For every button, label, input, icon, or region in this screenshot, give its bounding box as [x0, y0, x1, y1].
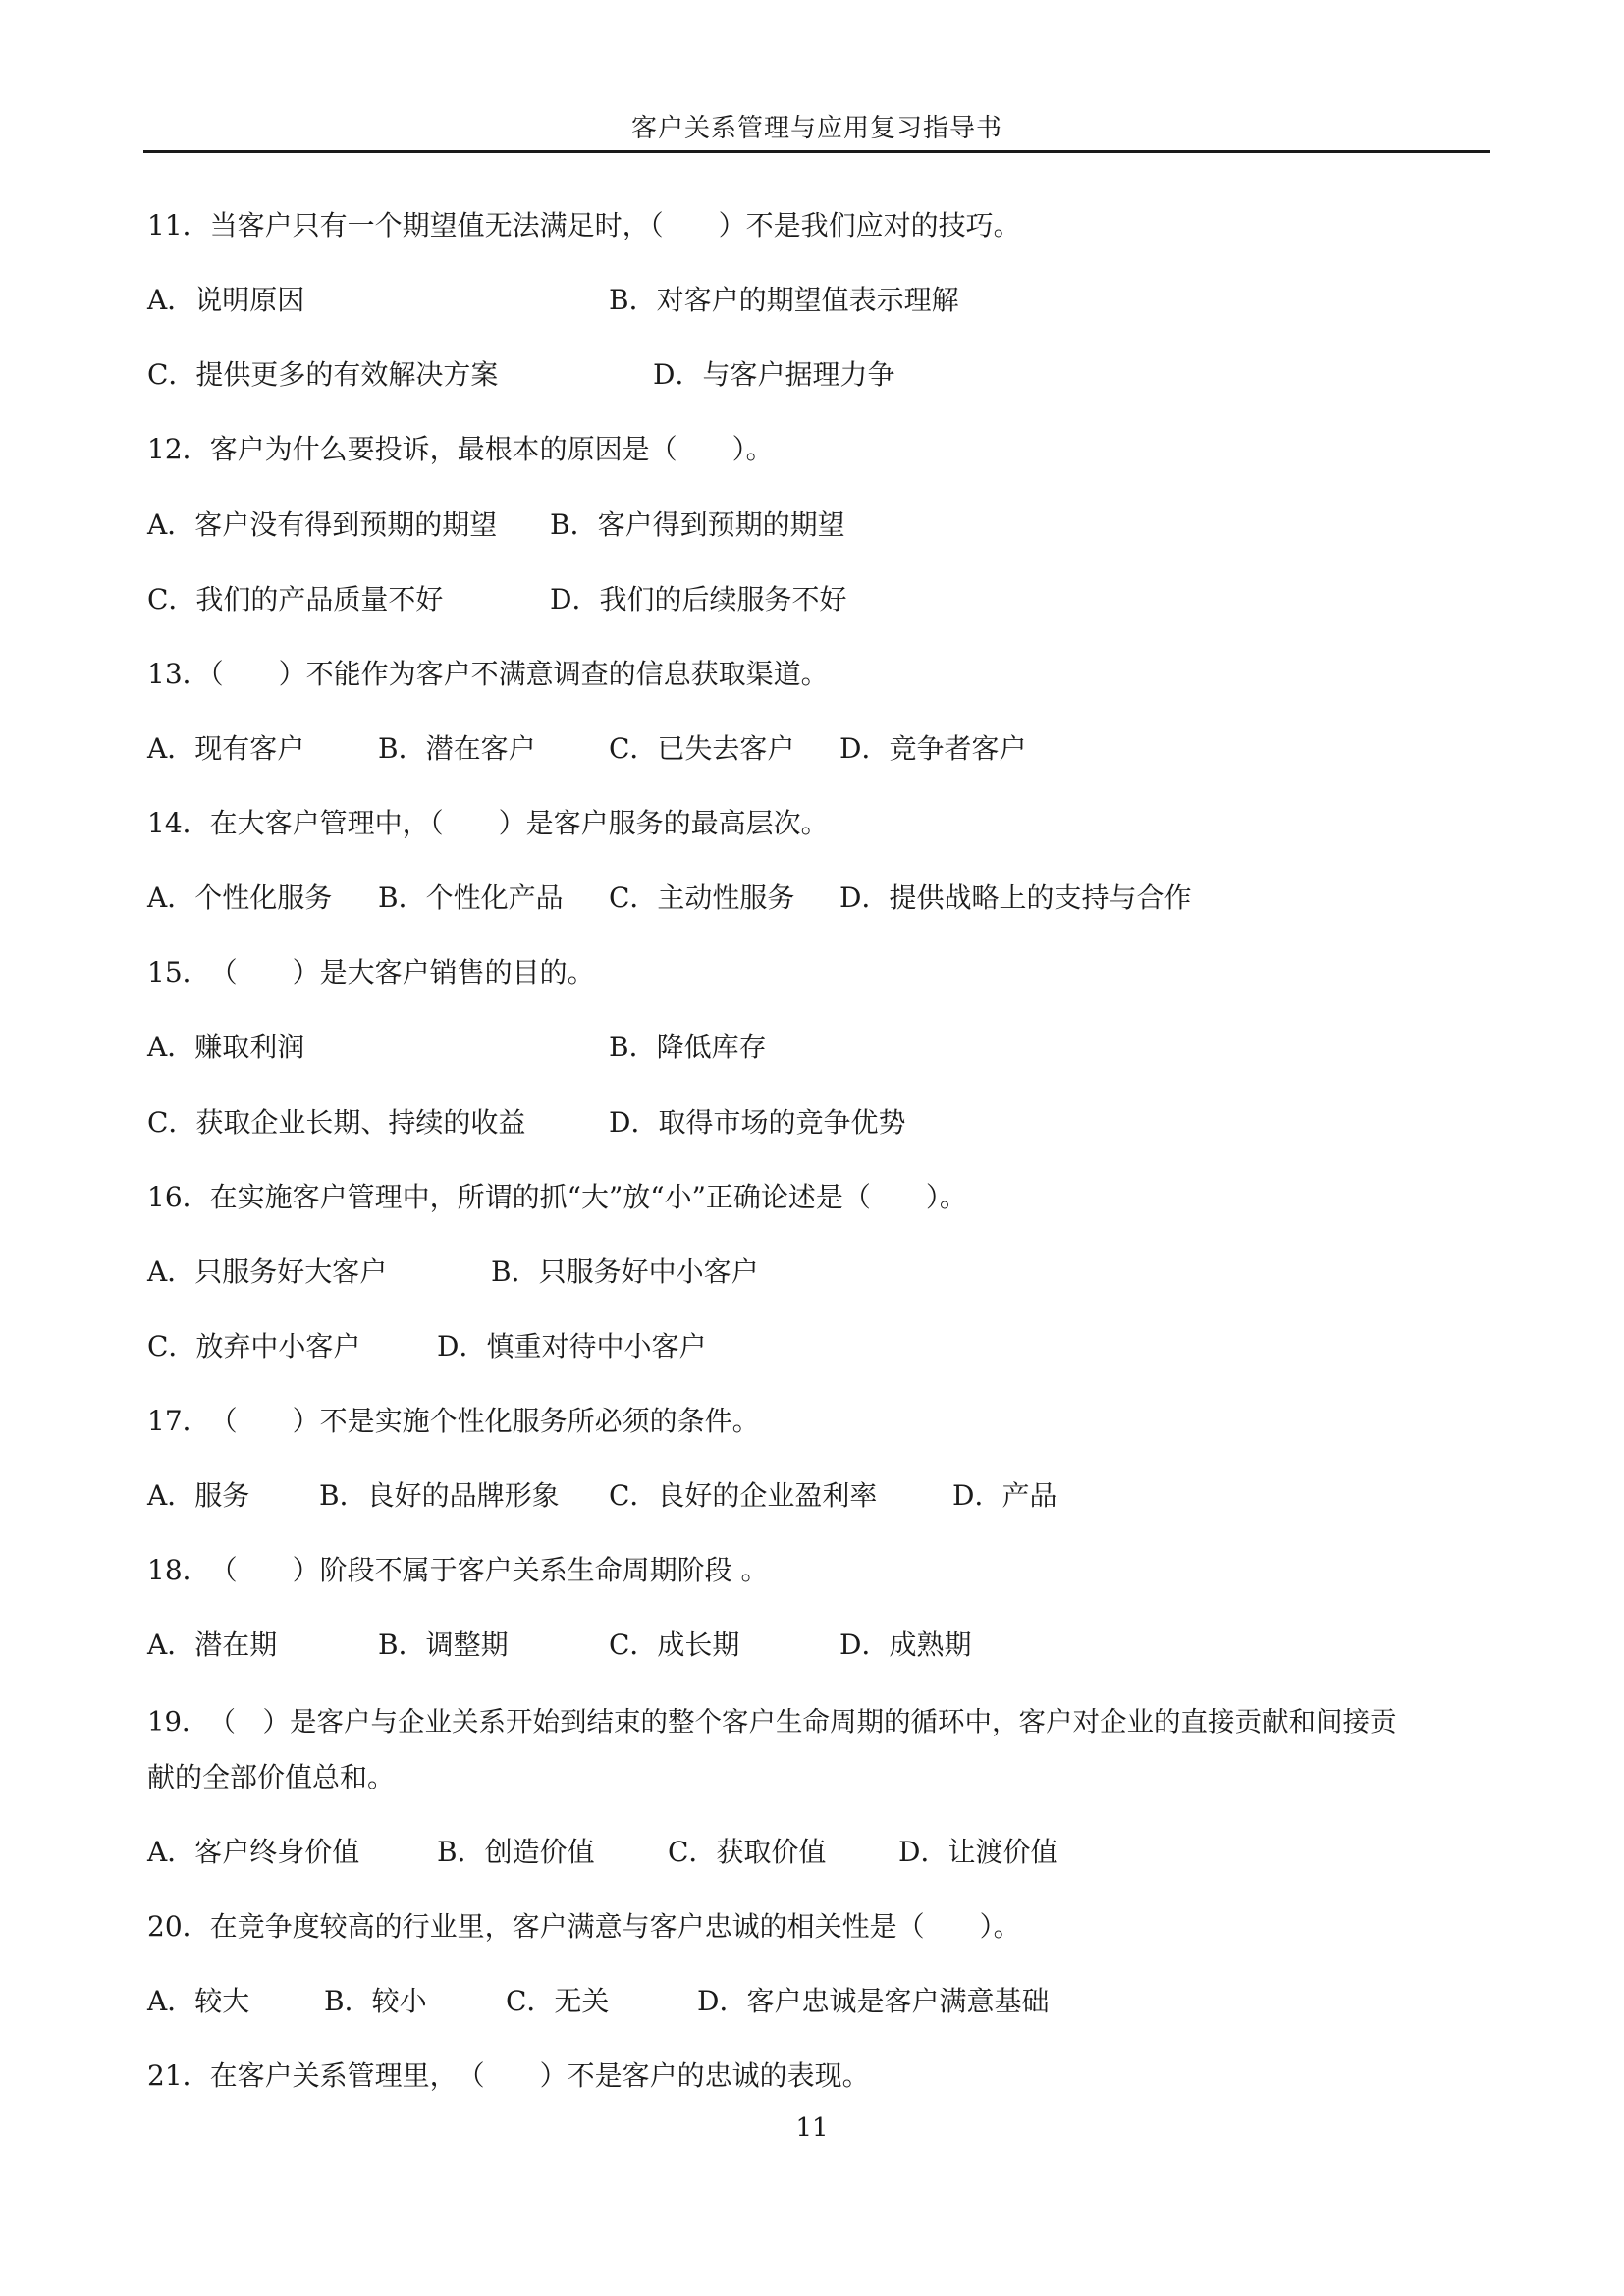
question-12-option-b: B．客户得到预期的期望	[550, 508, 845, 541]
question-17-option-a: A．服务	[147, 1479, 250, 1512]
question-15-option-c: C．获取企业长期、持续的收益	[147, 1106, 526, 1139]
question-14-option-d: D．提供战略上的支持与合作	[839, 881, 1192, 914]
question-17-option-c: C．良好的企业盈利率	[609, 1479, 878, 1512]
question-16-option-b: B．只服务好中小客户	[491, 1255, 759, 1288]
question-14-option-a: A．个性化服务	[147, 881, 333, 914]
question-20-option-b: B．较小	[324, 1985, 427, 2017]
question-16-option-c: C．放弃中小客户	[147, 1330, 361, 1362]
question-20-option-a: A．较大	[147, 1985, 250, 2017]
question-17-stem: 17． （ ）不是实施个性化服务所必须的条件。	[147, 1405, 760, 1437]
question-18-option-c: C．成长期	[609, 1629, 740, 1661]
question-11-stem: 11．当客户只有一个期望值无法满足时，（ ）不是我们应对的技巧。	[147, 209, 1021, 241]
question-19-stem-line1: 19． （ ）是客户与企业关系开始到结束的整个客户生命周期的循环中，客户对企业的直接贡献和间接贡	[147, 1706, 1397, 1737]
question-17-option-d: D．产品	[952, 1479, 1057, 1512]
question-12-option-d: D．我们的后续服务不好	[550, 583, 847, 615]
question-15-option-b: B．降低库存	[609, 1031, 767, 1063]
question-19-option-d: D．让渡价值	[898, 1836, 1058, 1868]
question-21-stem: 21．在客户关系管理里， （ ）不是客户的忠诚的表现。	[147, 2059, 870, 2092]
question-19-option-b: B．创造价值	[437, 1836, 595, 1868]
question-15-stem: 15． （ ）是大客户销售的目的。	[147, 956, 595, 988]
question-11-option-a: A．说明原因	[147, 284, 305, 316]
question-16-option-a: A．只服务好大客户	[147, 1255, 388, 1288]
question-15-option-d: D．取得市场的竞争优势	[609, 1106, 906, 1139]
question-14-option-b: B．个性化产品	[378, 881, 564, 914]
page-number: 11	[795, 2113, 829, 2143]
question-19-option-c: C．获取价值	[668, 1836, 827, 1868]
question-13-option-d: D．竞争者客户	[839, 732, 1027, 765]
question-17-option-b: B．良好的品牌形象	[319, 1479, 560, 1512]
question-16-stem: 16．在实施客户管理中，所谓的抓“大”放“小”正确论述是（ ）。	[147, 1181, 967, 1213]
question-11-option-c: C．提供更多的有效解决方案	[147, 358, 499, 391]
page-header-title: 客户关系管理与应用复习指导书	[630, 114, 1002, 143]
question-13-option-b: B．潜在客户	[378, 732, 536, 765]
question-16-option-d: D．慎重对待中小客户	[437, 1330, 707, 1362]
question-13-option-c: C．已失去客户	[609, 732, 795, 765]
question-15-option-a: A．赚取利润	[147, 1031, 305, 1063]
question-11-option-b: B．对客户的期望值表示理解	[609, 284, 959, 316]
question-20-stem: 20．在竞争度较高的行业里，客户满意与客户忠诚的相关性是（ ）。	[147, 1910, 1021, 1943]
question-20-option-c: C．无关	[506, 1985, 610, 2017]
question-11-option-d: D．与客户据理力争	[653, 358, 895, 391]
header-divider	[143, 150, 1490, 153]
question-14-option-c: C．主动性服务	[609, 881, 795, 914]
question-20-option-d: D．客户忠诚是客户满意基础	[697, 1985, 1050, 2017]
question-18-option-a: A．潜在期	[147, 1629, 278, 1661]
question-18-stem: 18． （ ）阶段不属于客户关系生命周期阶段 。	[147, 1554, 769, 1586]
question-19-stem-line2: 献的全部价值总和。	[147, 1761, 396, 1793]
question-19-option-a: A．客户终身价值	[147, 1836, 360, 1868]
question-13-stem: 13．（ ）不能作为客户不满意调查的信息获取渠道。	[147, 658, 829, 690]
question-12-option-a: A．客户没有得到预期的期望	[147, 508, 498, 541]
question-18-option-b: B．调整期	[378, 1629, 509, 1661]
question-18-option-d: D．成熟期	[839, 1629, 972, 1661]
question-12-stem: 12．客户为什么要投诉，最根本的原因是（ ）。	[147, 433, 774, 465]
question-14-stem: 14．在大客户管理中，（ ）是客户服务的最高层次。	[147, 807, 829, 839]
question-13-option-a: A．现有客户	[147, 732, 305, 765]
question-12-option-c: C．我们的产品质量不好	[147, 583, 444, 615]
